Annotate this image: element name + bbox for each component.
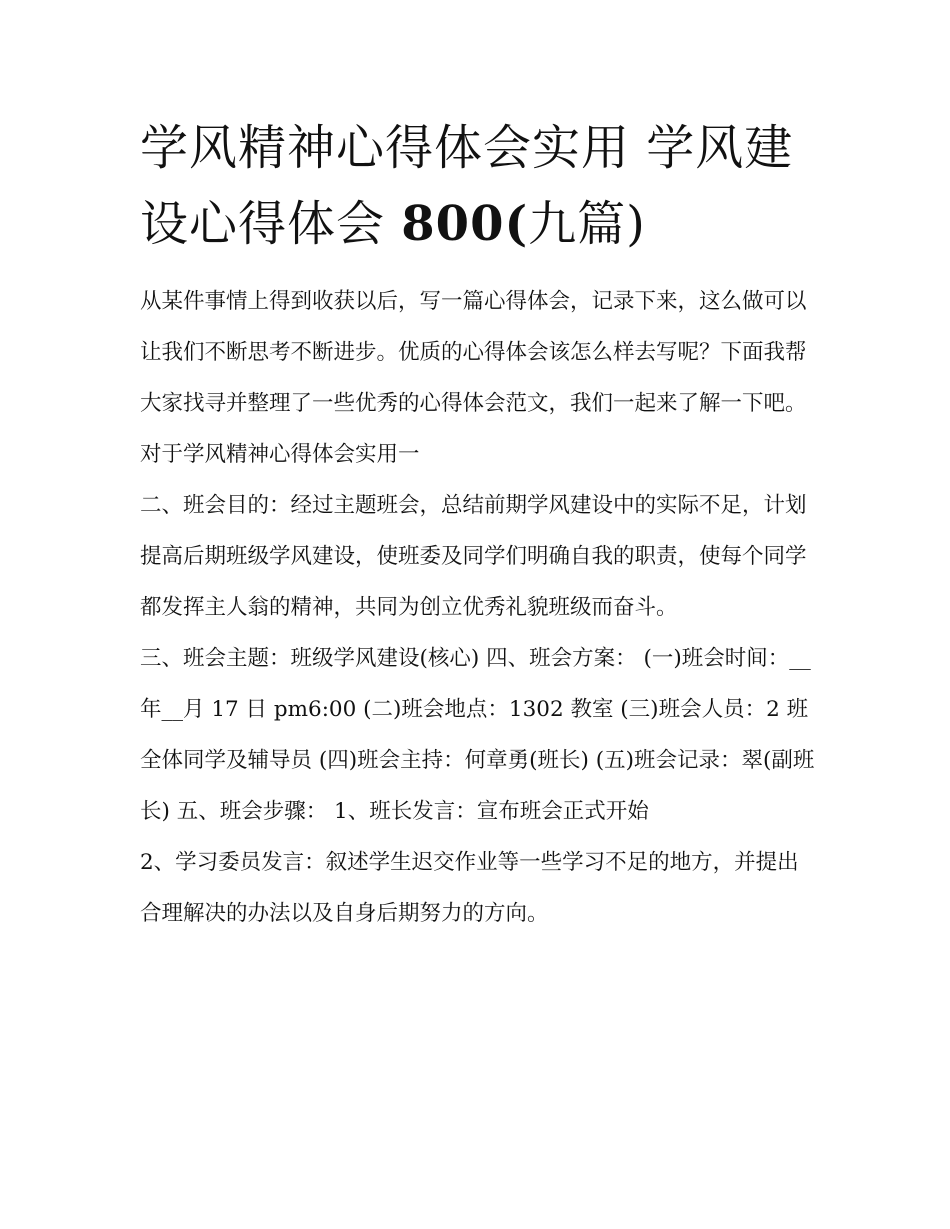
study-committee-paragraph: 2、学习委员发言：叙述学生迟交作业等一些学习不足的地方，并提出合理解决的办法以及自身后期努力的方向。 <box>140 850 799 926</box>
document-title <box>140 110 820 262</box>
title-text-part1: 学风精神心得体会实用 学风建设心得体会 <box>140 120 794 252</box>
title-text-part2: 九篇) <box>528 196 646 252</box>
intro-paragraph: 从某件事情上得到收获以后，写一篇心得体会，记录下来，这么做可以让我们不断思考不断进步。优质的心得体会该怎么样去写呢？下面我帮大家找寻并整理了一些优秀的心得体会范文，我们一起来了解一下吧。 <box>140 289 807 416</box>
meeting-purpose-paragraph: 二、班会目的：经过主题班会，总结前期学风建设中的实际不足，计划提高后期班级学风建设，使班委及同学们明确自我的职责，使每个同学都发挥主人翁的精神，共同为创立优秀礼貌班级而奋斗。 <box>140 493 807 620</box>
document-body <box>140 276 816 939</box>
meeting-plan-paragraph: 三、班会主题：班级学风建设(核心) 四、班会方案： (一)班会时间：__年__月 17 日 pm6:00 (二)班会地点：1302 教室 (三)班会人员：2 班全体同学及辅导员 (四)班会主持：何章勇(班长) (五)班会记录：翠(副班长) 五、班会步骤： 1、班长发言：宣布班会正式开始 <box>140 646 815 824</box>
section-heading: 对于学风精神心得体会实用一 <box>140 442 420 467</box>
title-number: 800( <box>401 196 529 252</box>
